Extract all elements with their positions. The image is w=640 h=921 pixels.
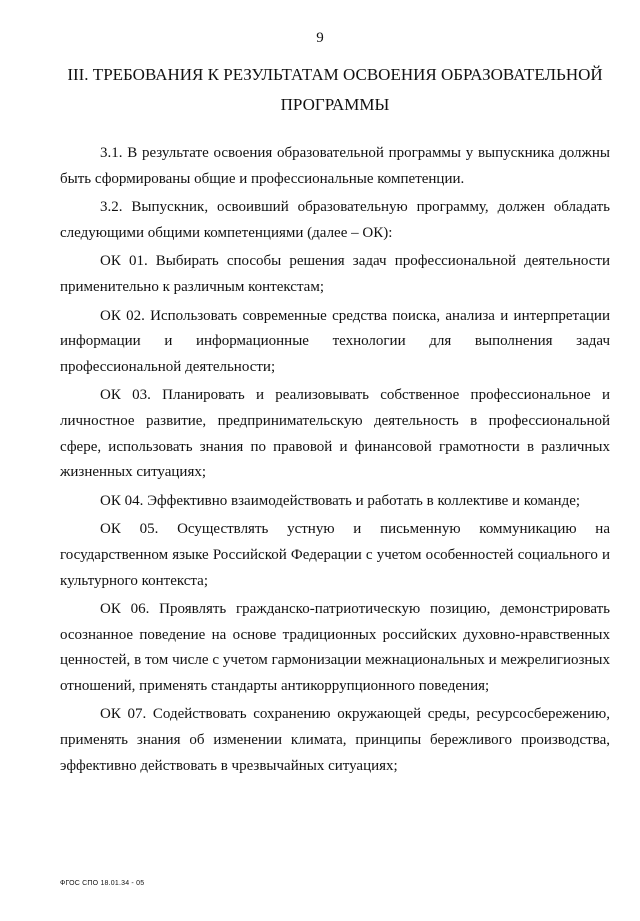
document-footer: ФГОС СПО 18.01.34 - 05	[60, 880, 145, 887]
competence-ok-01: ОК 01. Выбирать способы решения задач профессиональной деятельности применительно к различным контекстам;	[60, 253, 610, 295]
competence-ok-04: ОК 04. Эффективно взаимодействовать и работать в коллективе и команде;	[100, 492, 581, 509]
section-title: III. ТРЕБОВАНИЯ К РЕЗУЛЬТАТАМ ОСВОЕНИЯ ОБРАЗОВАТЕЛЬНОЙ ПРОГРАММЫ	[67, 65, 603, 114]
competence-ok-05: ОК 05. Осуществлять устную и письменную коммуникацию на государственном языке Российской Федерации с учетом особенностей социального и культурного контекста;	[60, 521, 610, 589]
paragraph-3-2: 3.2. Выпускник, освоивший образовательную программу, должен обладать следующими общими компетенциями (далее – ОК):	[60, 199, 610, 241]
page-number: 9	[316, 30, 324, 46]
competence-ok-03: ОК 03. Планировать и реализовывать собственное профессиональное и личностное развитие, предпринимательскую деятельность в профессиональной сфере, использовать знания по правовой и финансовой грамотности в различных жизненных ситуациях;	[60, 387, 610, 481]
competence-ok-02: ОК 02. Использовать современные средства поиска, анализа и интерпретации информации и информационные технологии для выполнения задач профессиональной деятельности;	[60, 307, 610, 375]
document-body	[60, 141, 610, 782]
paragraph-3-1: 3.1. В результате освоения образовательной программы у выпускника должны быть сформированы общие и профессиональные компетенции.	[60, 145, 610, 187]
competence-ok-07: ОК 07. Содействовать сохранению окружающей среды, ресурсосбережению, применять знания об изменении климата, принципы бережливого производства, эффективно действовать в чрезвычайных ситуациях;	[60, 706, 610, 774]
competence-ok-06: ОК 06. Проявлять гражданско-патриотическую позицию, демонстрировать осознанное поведение на основе традиционных российских духовно-нравственных ценностей, в том числе с учетом гармонизации межнациональных и межрелигиозных отношений, применять стандарты антикоррупционного поведения;	[60, 601, 610, 694]
